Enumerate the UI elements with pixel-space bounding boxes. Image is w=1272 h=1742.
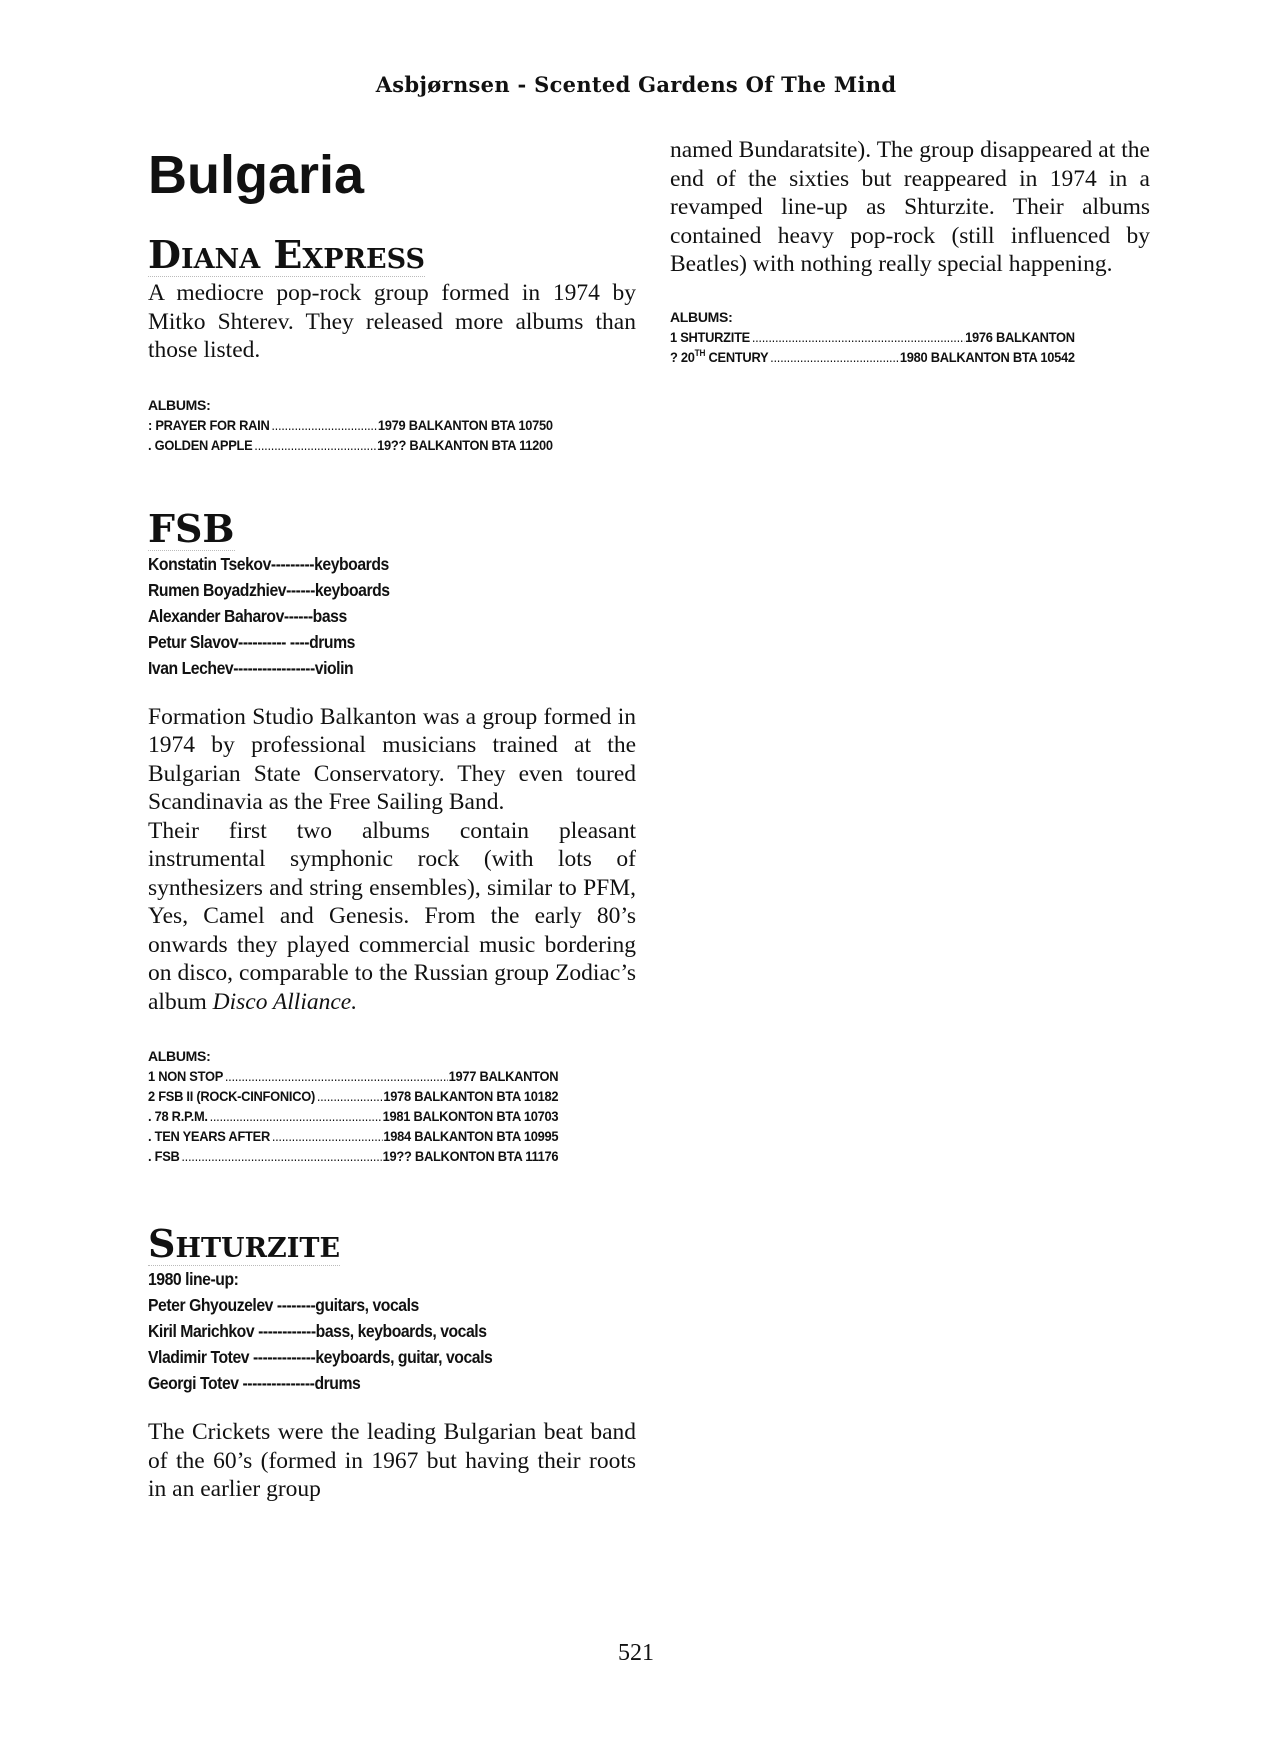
diana-express-entry	[148, 232, 636, 454]
diana-express-albums	[148, 395, 588, 455]
fsb-description-2: Their first two albums contain pleasant instrumental symphonic rock (with lots of synthesizers and string ensembles), similar to PFM, Yes, Camel and Genesis. From the early 80’s onwards they played commercial music bordering on disco, comparable to the Russian group Zodiac’s album Disco Alliance.	[148, 817, 636, 1015]
lineup-row: Kiril Marichkov ------------bass, keyboards, vocals	[148, 1321, 487, 1342]
lineup-row: Ivan Lechev-----------------violin	[148, 657, 354, 678]
shturzite-description-part-2: named Bundaratsite). The group disappeared at the end of the sixties but reappeared in 1974 in a revamped line-up as Shturzite. Their albums contained heavy pop-rock (still influenced by Beatles) with nothing really special happening.	[670, 137, 1150, 277]
album-row	[670, 347, 1075, 367]
page-number: 521	[618, 1640, 654, 1666]
band-name-shturzite: Shturzite	[148, 1221, 341, 1267]
lineup-heading: 1980 line-up:	[148, 1269, 239, 1290]
album-row	[148, 1106, 558, 1126]
album-title: . TEN YEARS AFTER	[148, 1128, 270, 1145]
running-header: Asbjørnsen - Scented Gardens Of The Mind	[375, 72, 897, 97]
album-info: 1979 BALKANTON BTA 10750	[377, 416, 553, 433]
fsb-lineup	[148, 551, 587, 681]
album-info: 1976 BALKANTON	[965, 328, 1075, 345]
album-row	[148, 1146, 558, 1166]
shturzite-entry	[148, 1221, 636, 1503]
shturzite-lineup	[148, 1266, 587, 1396]
shturzite-albums	[670, 307, 1110, 367]
album-info: 19?? BALKONTON BTA 11176	[382, 1148, 559, 1165]
shturzite-description-part-1: The Crickets were the leading Bulgarian beat band of the 60’s (formed in 1967 but having their roots in an earlier group	[148, 1419, 636, 1503]
lineup-row: Petur Slavov---------- ----drums	[148, 631, 355, 652]
album-row	[148, 1066, 558, 1086]
album-info: 19?? BALKANTON BTA 11200	[377, 436, 553, 453]
album-title: . 78 R.P.M.	[148, 1108, 208, 1125]
album-info: 1984 BALKANTON BTA 10995	[383, 1128, 559, 1145]
lineup-row: Peter Ghyouzelev --------guitars, vocals	[148, 1295, 419, 1316]
album-title: 1 NON STOP	[148, 1068, 224, 1085]
album-row	[148, 435, 553, 455]
album-info: 1978 BALKANTON BTA 10182	[383, 1088, 559, 1105]
lineup-row: Konstatin Tsekov---------keyboards	[148, 553, 389, 574]
album-info: 1977 BALKANTON	[448, 1068, 559, 1085]
band-name-fsb: FSB	[148, 505, 235, 551]
album-row	[670, 327, 1075, 347]
albums-label: ALBUMS:	[148, 1048, 211, 1065]
album-title: . FSB	[148, 1148, 180, 1165]
lineup-row: Georgi Totev ---------------drums	[148, 1373, 361, 1394]
album-title-italic: Disco Alliance.	[212, 988, 358, 1015]
album-title: 2 FSB II (ROCK-CINFONICO)	[148, 1088, 315, 1105]
lineup-row: Vladimir Totev -------------keyboards, guitar, vocals	[148, 1347, 493, 1368]
diana-express-description: A mediocre pop-rock group formed in 1974 by Mitko Shterev. They released more albums than those listed.	[148, 280, 636, 364]
album-title: 1 SHTURZITE	[670, 328, 750, 345]
right-column	[670, 136, 1150, 367]
album-row	[148, 1126, 558, 1146]
fsb-albums	[148, 1046, 594, 1166]
album-title: ? 20TH CENTURY	[670, 347, 769, 365]
album-info: 1981 BALKONTON BTA 10703	[382, 1108, 559, 1125]
fsb-entry	[148, 505, 636, 1166]
lineup-row: Rumen Boyadzhiev------keyboards	[148, 579, 390, 600]
album-title: : PRAYER FOR RAIN	[148, 416, 270, 433]
album-row	[148, 1086, 558, 1106]
band-name-diana-express: Diana Express	[148, 232, 426, 278]
lineup-row: Alexander Baharov------bass	[148, 605, 347, 626]
album-info: 1980 BALKANTON BTA 10542	[899, 348, 1075, 365]
albums-label: ALBUMS:	[670, 308, 733, 325]
left-column	[148, 146, 636, 1504]
album-row	[148, 415, 553, 435]
albums-label: ALBUMS:	[148, 396, 211, 413]
album-title: . GOLDEN APPLE	[148, 436, 253, 453]
country-heading: Bulgaria	[148, 145, 365, 205]
fsb-description-1: Formation Studio Balkanton was a group formed in 1974 by professional musicians trained at the Bulgarian State Conservatory. They even toured Scandinavia as the Free Sailing Band.	[148, 703, 636, 816]
